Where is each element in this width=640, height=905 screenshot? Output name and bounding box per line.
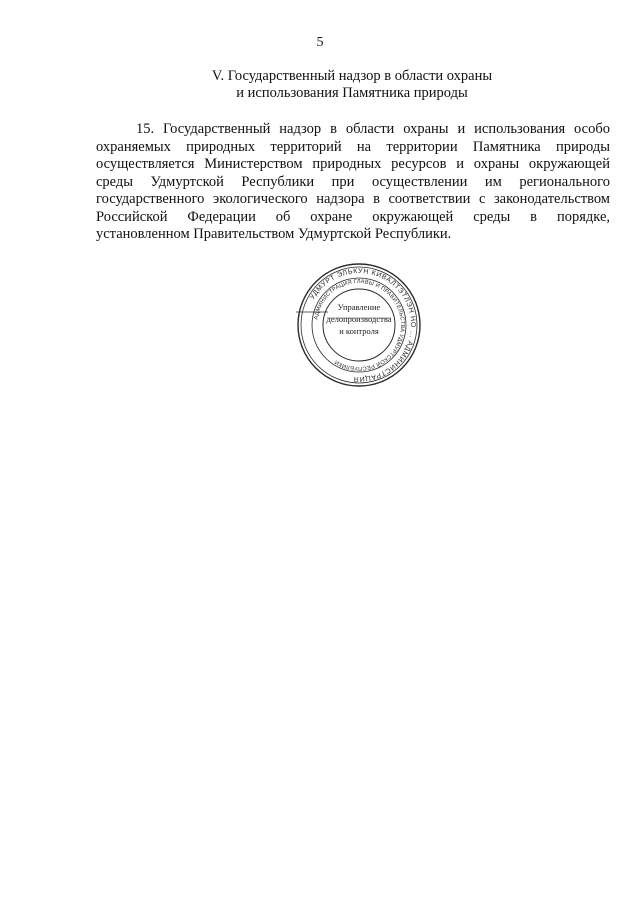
stamp-seal-graphic [296,262,422,388]
paragraph-line: установленном Правительством Удмуртской Республики. [96,226,452,242]
section-heading-line-1: V. Государственный надзор в области охраны [211,68,493,84]
section-heading [96,68,608,102]
paragraph-line: 15. Государственный надзор в области охраны и использования особо [136,121,610,137]
paragraph-15 [96,121,610,244]
paragraph-line: государственного экологического надзора в соответствии с законодательством [96,191,610,207]
stamp-outer-ring-text: УДМУРТ ЭЛЬКУН КИВАЛТЭТЛЭН НО ... АДМИНИСТРАЦИЯ [309,267,417,383]
stamp-inner-ring-text: АДМИНИСТРАЦИЯ ГЛАВЫ И ПРАВИТЕЛЬСТВА УДМУРТСКОЙ РЕСПУБЛИКИ [313,278,406,372]
paragraph-line: осуществляется Министерством природных ресурсов и охраны окружающей [96,156,610,172]
page-number: 5 [316,35,324,50]
stamp-center-line-2: делопроизводства [326,314,392,324]
section-heading-line-2: и использования Памятника природы [236,85,468,101]
paragraph-line: охраняемых природных территорий на территории Памятника природы [96,138,610,155]
stamp-center-line-3: и контроля [339,326,379,336]
svg-text:АДМИНИСТРАЦИЯ ГЛАВЫ И ПРАВИТЕЛ [313,279,405,371]
stamp-center-line-1: Управление [337,302,381,312]
paragraph-line: Российской Федерации об охране окружающей среды в порядке, [96,208,610,225]
paragraph-line: среды Удмуртской Республики при осуществлении им регионального [96,173,610,190]
official-stamp [296,262,422,388]
